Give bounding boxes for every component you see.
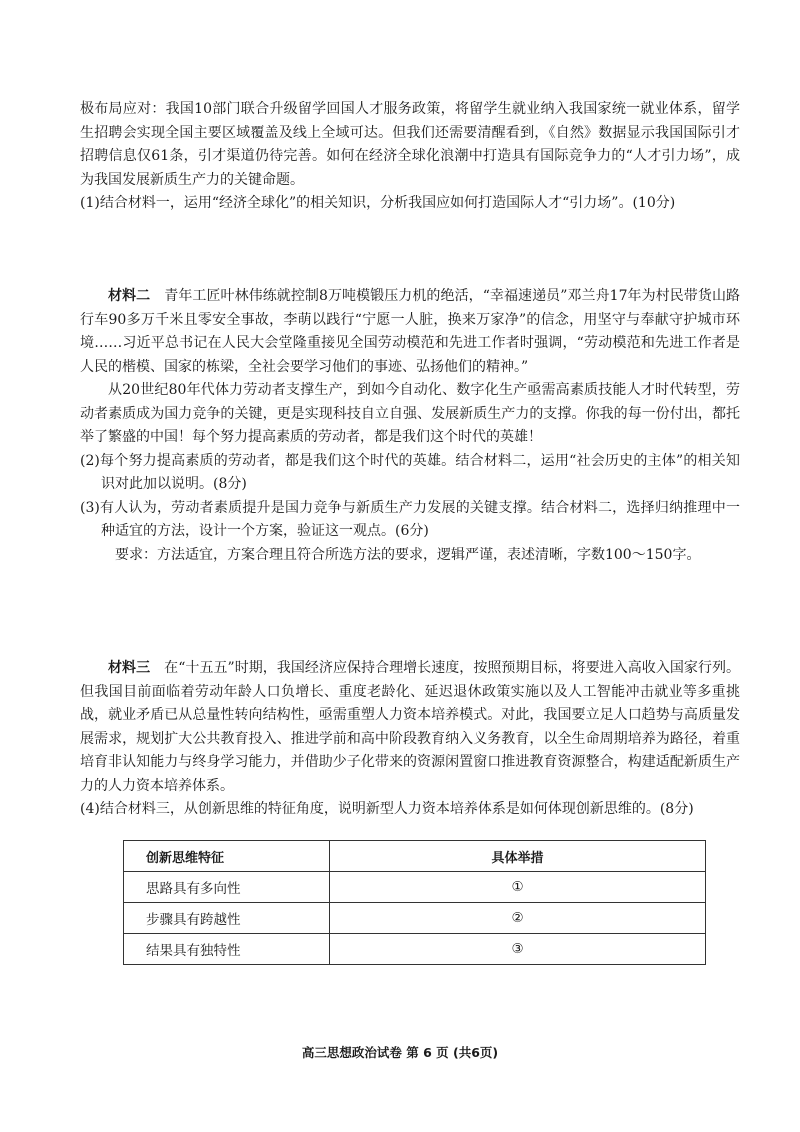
table-header-measure: 具体举措 — [330, 841, 706, 872]
question-3-requirement: 要求：方法适宜，方案合理且符合所选方法的要求，逻辑严谨，表述清晰，字数100～150字。 — [115, 546, 701, 563]
material3-paragraph-1 — [80, 657, 740, 798]
material2-para1-text: 青年工匠叶林伟练就控制8万吨模锻压力机的绝活，“幸福速递员”邓兰舟17年为村民带货山路行车90多万千米且零安全事故，李萌以践行“宁愿一人脏，换来万家净”的信念，用坚守与奉献守护城市环境……习近平总书记在人民大会堂隆重接见全国劳动模范和先进工作者时强调，“劳动模范和先进工作者是人民的楷模、国家的栋梁，全社会要学习他们的事迹、弘扬他们的精神。” — [80, 288, 741, 375]
material2-label: 材料二 — [108, 288, 151, 304]
table-cell-feature: 思路具有多向性 — [124, 872, 330, 903]
table-cell-feature: 结果具有独特性 — [124, 934, 330, 965]
table-row — [124, 903, 706, 934]
table-cell-measure: ① — [330, 872, 706, 903]
material3-section — [80, 657, 740, 822]
material2-paragraph-2: 从20世纪80年代体力劳动者支撑生产，到如今自动化、数字化生产亟需高素质技能人才时代转型，劳动者素质成为国力竞争的关键，更是实现科技自立自强、发展新质生产力的支撑。你我的每一份付出，都托举了繁盛的中国！每个努力提高素质的劳动者，都是我们这个时代的英雄！ — [80, 382, 740, 445]
material2-section — [80, 285, 740, 567]
material1-continuation — [80, 98, 740, 216]
table-cell-feature: 步骤具有跨越性 — [124, 903, 330, 934]
question-4: (4)结合材料三，从创新思维的特征角度，说明新型人力资本培养体系是如何体现创新思维的。(8分) — [80, 801, 694, 817]
question-1: (1)结合材料一，运用“经济全球化”的相关知识，分析我国应如何打造国际人才“引力场”。(10分) — [80, 195, 676, 211]
table-row — [124, 934, 706, 965]
table-cell-measure: ③ — [330, 934, 706, 965]
material3-para1-text: 在“十五五”时期，我国经济应保持合理增长速度，按照预期目标，将要进入高收入国家行列。但我国目前面临着劳动年龄人口负增长、重度老龄化、延迟退休政策实施以及人工智能冲击就业等多重挑战，就业矛盾已从总量性转向结构性，亟需重塑人力资本培养模式。对此，我国要立足人口趋势与高质量发展需求，规划扩大公共教育投入、推进学前和高中阶段教育纳入义务教育，以全生命周期培养为路径，着重培育非认知能力与终身学习能力，并借助少子化带来的资源闲置窗口推进教育资源整合，构建适配新质生产力的人力资本培养体系。 — [80, 660, 741, 794]
table-cell-measure: ② — [330, 903, 706, 934]
question-2: (2)每个努力提高素质的劳动者，都是我们这个时代的英雄。结合材料二，运用“社会历史的主体”的相关知识对此加以说明。(8分) — [80, 452, 740, 492]
table-header-feature: 创新思维特征 — [124, 841, 330, 872]
table-header-row — [124, 841, 706, 872]
page-footer: 高三思想政治试卷 第 6 页 (共6页) — [301, 1045, 499, 1060]
innovation-thinking-table — [123, 840, 706, 965]
material3-label: 材料三 — [108, 660, 151, 676]
material1-text: 极布局应对：我国10部门联合升级留学回国人才服务政策，将留学生就业纳入我国家统一就业体系，留学生招聘会实现全国主要区域覆盖及线上全域可达。但我们还需要清醒看到，《自然》数据显示我国国际引才招聘信息仅61条，引才渠道仍待完善。如何在经济全球化浪潮中打造具有国际竞争力的“人才引力场”，成为我国发展新质生产力的关键命题。 — [80, 101, 740, 188]
table-row — [124, 872, 706, 903]
question-3: (3)有人认为，劳动者素质提升是国力竞争与新质生产力发展的关键支撑。结合材料二，选择归纳推理中一种适宜的方法，设计一个方案，验证这一观点。(6分) — [80, 499, 740, 539]
material2-paragraph-1 — [80, 285, 740, 379]
